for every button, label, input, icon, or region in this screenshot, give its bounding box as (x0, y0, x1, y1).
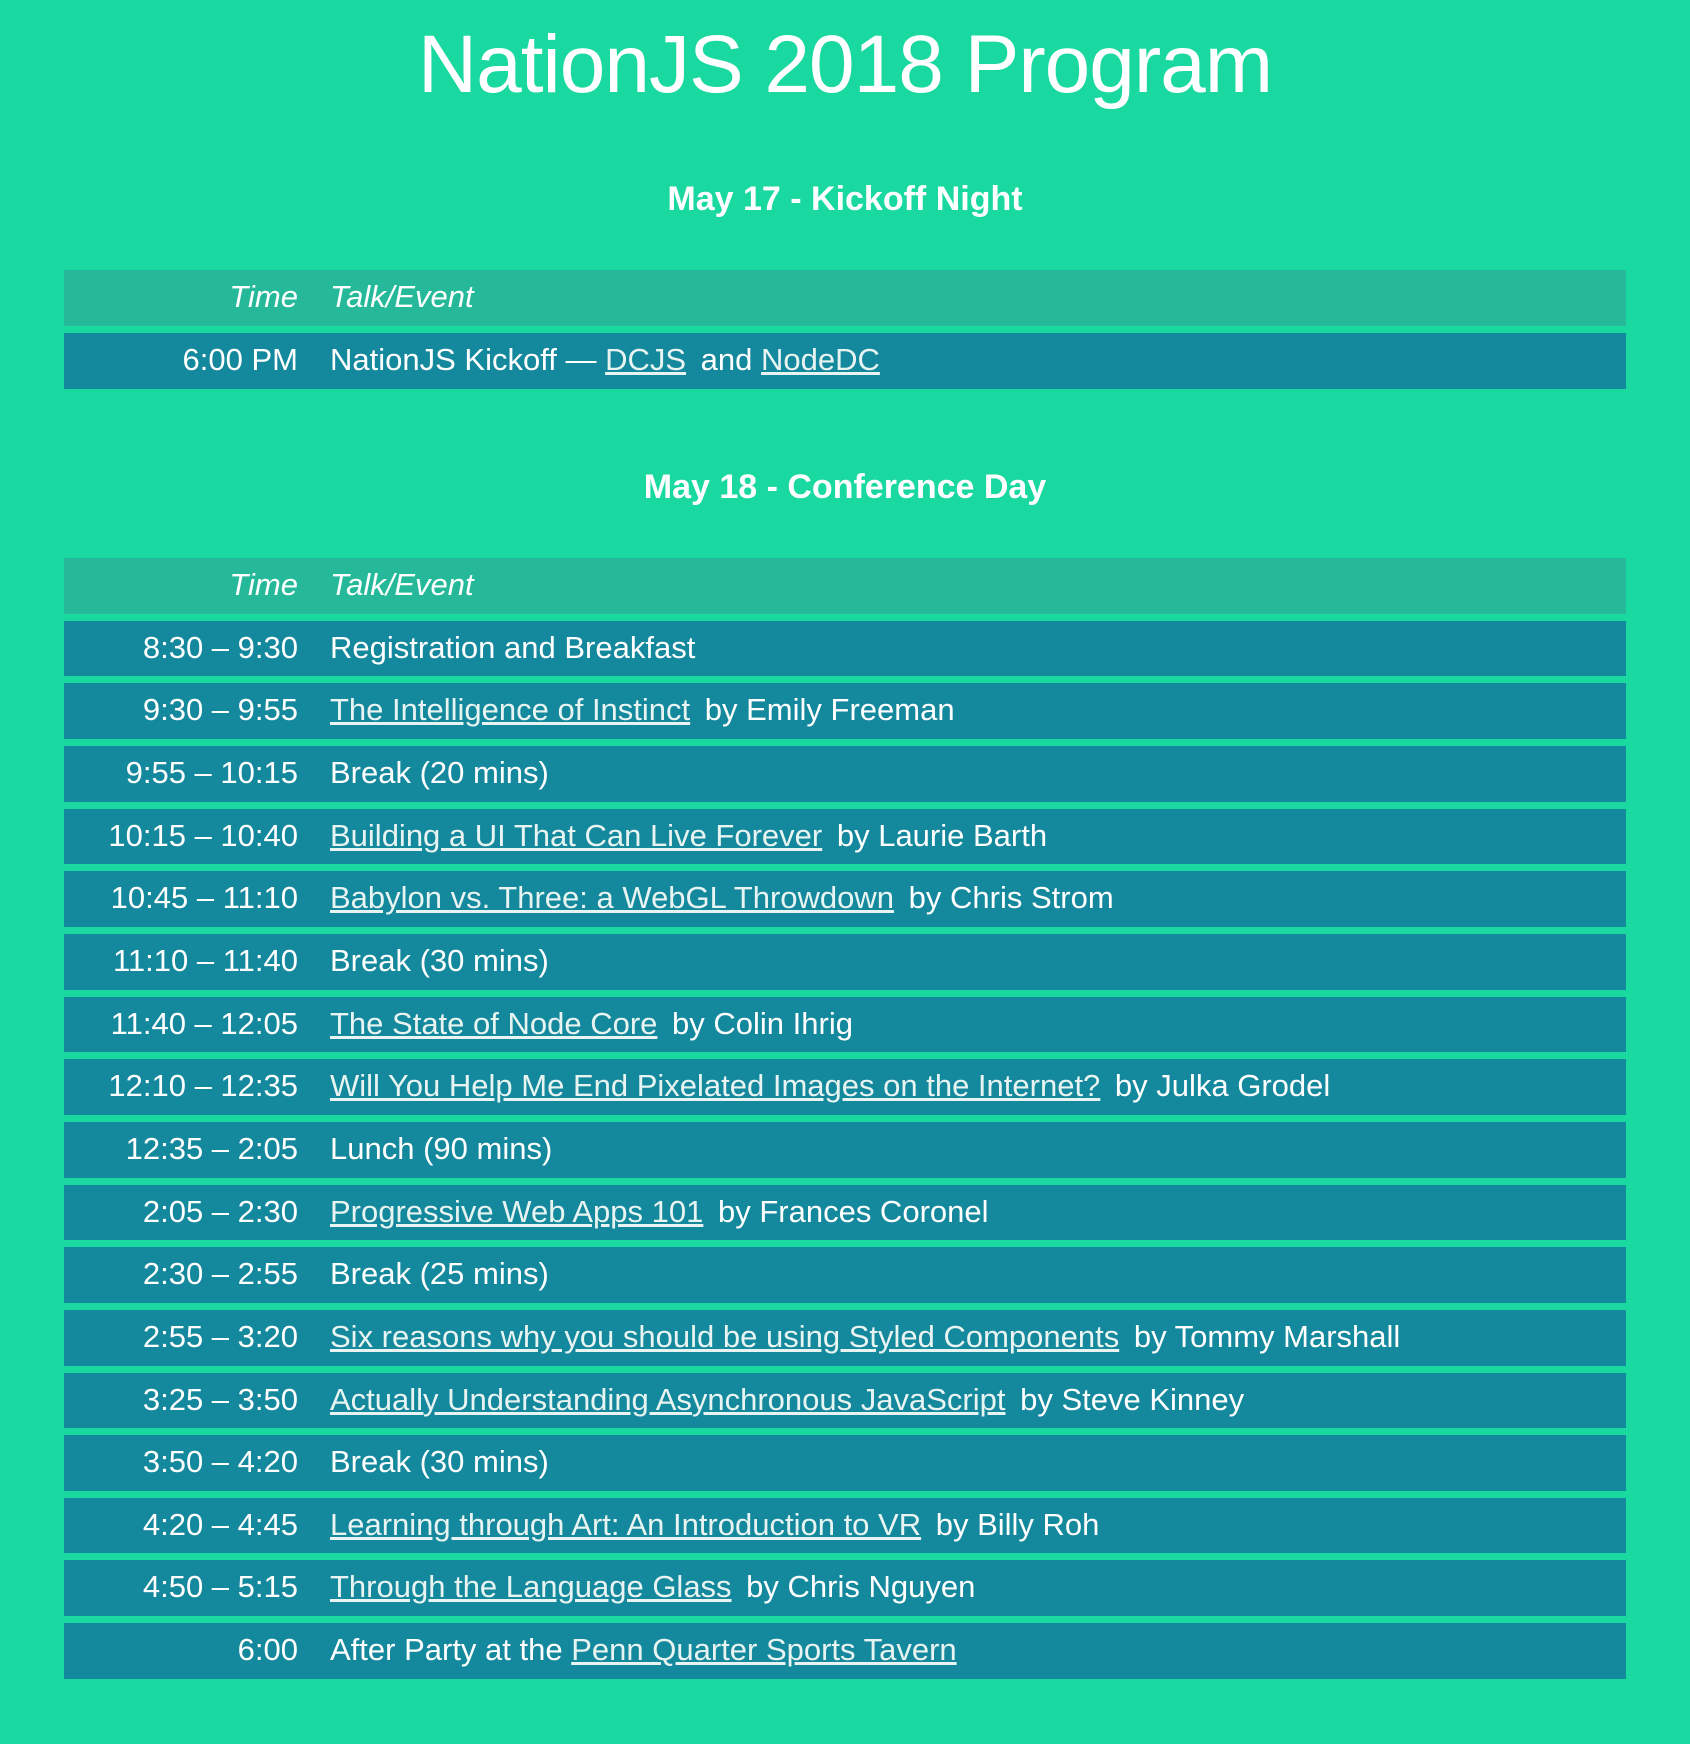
day-heading-conference: May 18 - Conference Day (643, 467, 1047, 506)
event-link[interactable]: The State of Node Core (330, 1005, 658, 1041)
table-row (64, 1185, 1626, 1241)
row-time: 11:10 – 11:40 (64, 934, 312, 990)
table-row (64, 1498, 1626, 1554)
row-event (312, 1435, 1626, 1491)
row-time: 4:20 – 4:45 (64, 1498, 312, 1554)
column-header-time: Time (64, 558, 312, 614)
event-link[interactable]: Progressive Web Apps 101 (330, 1193, 704, 1229)
row-event (312, 1560, 1626, 1616)
table-row (64, 871, 1626, 927)
event-text: After Party at the (330, 1632, 572, 1668)
table-row (64, 621, 1626, 677)
row-time: 3:50 – 4:20 (64, 1435, 312, 1491)
row-time: 2:05 – 2:30 (64, 1185, 312, 1241)
event-text: by Julka Grodel (1106, 1068, 1331, 1104)
table-row (64, 1122, 1626, 1178)
event-text: by Tommy Marshall (1125, 1318, 1401, 1354)
row-time: 9:55 – 10:15 (64, 746, 312, 802)
column-header-event: Talk/Event (312, 558, 1626, 614)
row-event (312, 621, 1626, 677)
table-row (64, 1435, 1626, 1491)
event-text: by Emily Freeman (696, 692, 955, 728)
row-event (312, 1122, 1626, 1178)
table-row (64, 1623, 1626, 1679)
schedule-table-kickoff (64, 263, 1626, 396)
column-header-event: Talk/Event (312, 270, 1626, 326)
event-text: Break (30 mins) (330, 1444, 549, 1480)
table-header-row (64, 558, 1626, 614)
schedule-body-conference (64, 621, 1626, 1679)
table-row (64, 1247, 1626, 1303)
row-event (312, 1373, 1626, 1429)
event-text: Break (25 mins) (330, 1256, 549, 1292)
event-link[interactable]: Building a UI That Can Live Forever (330, 817, 823, 853)
event-link[interactable]: Six reasons why you should be using Styled Components (330, 1318, 1120, 1354)
row-time: 9:30 – 9:55 (64, 683, 312, 739)
row-time: 12:35 – 2:05 (64, 1122, 312, 1178)
event-link[interactable]: DCJS (605, 342, 687, 378)
table-row (64, 809, 1626, 865)
row-event (312, 871, 1626, 927)
event-text: by Frances Coronel (709, 1193, 989, 1229)
event-text: Break (30 mins) (330, 943, 549, 979)
row-time: 3:25 – 3:50 (64, 1373, 312, 1429)
table-row (64, 1560, 1626, 1616)
event-text: by Steve Kinney (1011, 1381, 1245, 1417)
row-event (312, 1247, 1626, 1303)
event-link[interactable]: NodeDC (761, 342, 880, 378)
row-event (312, 333, 1626, 389)
event-text: and (692, 342, 762, 378)
row-time: 11:40 – 12:05 (64, 997, 312, 1053)
row-event (312, 1623, 1626, 1679)
event-link[interactable]: The Intelligence of Instinct (330, 692, 691, 728)
event-text: Lunch (90 mins) (330, 1130, 553, 1166)
row-time: 12:10 – 12:35 (64, 1059, 312, 1115)
event-text: NationJS Kickoff — (330, 342, 606, 378)
event-text: Registration and Breakfast (330, 629, 696, 665)
column-header-time: Time (64, 270, 312, 326)
event-text: by Laurie Barth (828, 817, 1048, 853)
row-time: 2:55 – 3:20 (64, 1310, 312, 1366)
table-row (64, 1059, 1626, 1115)
event-text: by Chris Nguyen (737, 1569, 976, 1605)
row-event (312, 746, 1626, 802)
event-link[interactable]: Through the Language Glass (330, 1569, 732, 1605)
event-link[interactable]: Will You Help Me End Pixelated Images on the Internet? (330, 1068, 1101, 1104)
event-text: by Billy Roh (927, 1506, 1100, 1542)
row-event (312, 1185, 1626, 1241)
table-row (64, 333, 1626, 389)
event-text: Break (20 mins) (330, 755, 549, 791)
row-event (312, 683, 1626, 739)
event-link[interactable]: Actually Understanding Asynchronous JavaScript (330, 1381, 1006, 1417)
table-row (64, 934, 1626, 990)
row-event (312, 1310, 1626, 1366)
row-time: 2:30 – 2:55 (64, 1247, 312, 1303)
row-event (312, 997, 1626, 1053)
row-event (312, 809, 1626, 865)
event-link[interactable]: Babylon vs. Three: a WebGL Throwdown (330, 880, 895, 916)
row-time: 4:50 – 5:15 (64, 1560, 312, 1616)
table-row (64, 746, 1626, 802)
day-heading-kickoff: May 17 - Kickoff Night (667, 180, 1023, 218)
schedule-table-conference (64, 551, 1626, 1686)
page-title: NationJS 2018 Program (417, 19, 1273, 110)
table-row (64, 683, 1626, 739)
row-time: 6:00 (64, 1623, 312, 1679)
row-event (312, 1059, 1626, 1115)
event-link[interactable]: Learning through Art: An Introduction to VR (330, 1506, 922, 1542)
table-row (64, 1373, 1626, 1429)
table-header-row (64, 270, 1626, 326)
row-event (312, 934, 1626, 990)
schedule-body-kickoff (64, 333, 1626, 389)
table-row (64, 997, 1626, 1053)
row-time: 8:30 – 9:30 (64, 621, 312, 677)
event-link[interactable]: Penn Quarter Sports Tavern (571, 1632, 957, 1668)
row-time: 10:45 – 11:10 (64, 871, 312, 927)
event-text: by Chris Strom (900, 880, 1114, 916)
table-row (64, 1310, 1626, 1366)
event-text: by Colin Ihrig (663, 1005, 853, 1041)
row-event (312, 1498, 1626, 1554)
row-time: 10:15 – 10:40 (64, 809, 312, 865)
row-time: 6:00 PM (64, 333, 312, 389)
